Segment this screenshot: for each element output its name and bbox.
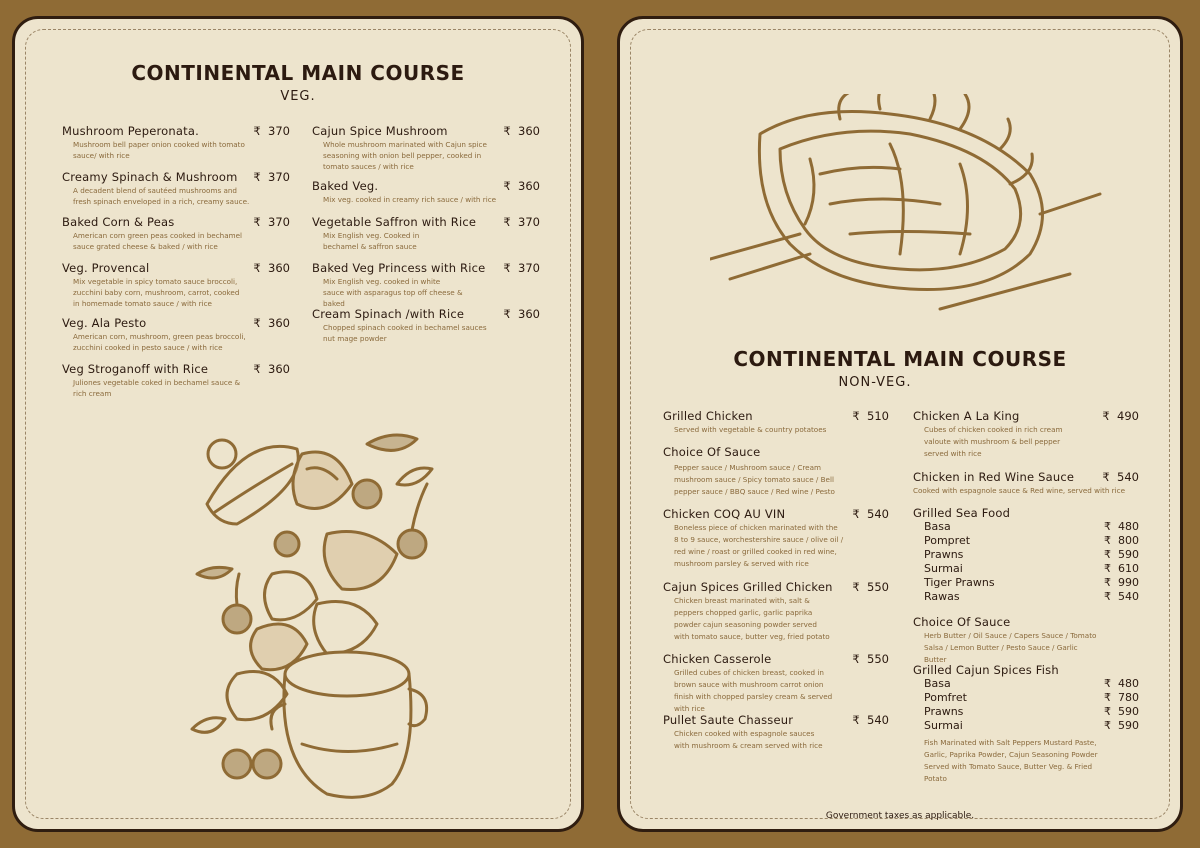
sub-item: Pomfret ₹ 780 (924, 691, 1139, 704)
item-description: Mix veg. cooked in creamy rich sauce / with rice (323, 195, 497, 204)
menu-item (312, 179, 540, 205)
item-name: Chicken Casserole (663, 652, 772, 666)
menu-item (663, 507, 889, 570)
item-name: Baked Veg Princess with Rice (312, 261, 486, 275)
menu-item (62, 215, 290, 252)
menu-item (663, 580, 889, 643)
item-name: Chicken in Red Wine Sauce (913, 470, 1075, 484)
item-price: ₹ 360 (253, 261, 290, 275)
item-name: Chicken A La King (913, 409, 1020, 423)
item-name: Choice Of Sauce (663, 445, 761, 459)
item-description: American corn green peas cooked in bechamel sauce grated cheese & baked / with rice (73, 231, 243, 251)
item-description: Chicken cooked with espagnole sauces with mushroom & cream served with rice (674, 729, 823, 750)
nonveg-section-title: CONTINENTAL MAIN COURSE (733, 347, 1067, 371)
item-name: Chicken COQ AU VIN (663, 507, 786, 521)
menu-item (663, 409, 889, 435)
grilled-steak-illustration (710, 94, 1110, 314)
item-price: ₹ 490 (1102, 409, 1139, 423)
item-price: ₹ 550 (852, 652, 889, 666)
item-description: Fish Marinated with Salt Peppers Mustard Paste, Garlic, Paprika Powder, Cajun Seasoning Powder Served with Tomato Sauce, Butter Veg. & Fried Potato (924, 738, 1098, 783)
item-name: Creamy Spinach & Mushroom (62, 170, 238, 184)
item-description: Boneless piece of chicken marinated with the 8 to 9 sauce, worchestershire sauce / olive oil / red wine / roast or grilled cooked in red wine, mushroom parsley & served with rice (674, 523, 844, 568)
menu-item (663, 652, 889, 715)
item-description: Mix vegetable in spicy tomato sauce broccoli, zucchini baby corn, mushroom, carrot, cooked in homemade tomato sauce / with rice (73, 277, 240, 308)
item-description: Chicken breast marinated with, salt & peppers chopped garlic, garlic paprika powder cajun seasoning powder served with tomato sauce, butter veg, fried potato (674, 596, 830, 641)
item-description: Herb Butter / Oil Sauce / Capers Sauce / Tomato Salsa / Lemon Butter / Pesto Sauce / Garlic Butter (924, 631, 1097, 664)
item-name: Cream Spinach /with Rice (312, 307, 465, 321)
item-description: American corn, mushroom, green peas broccoli, zucchini cooked in pesto sauce / with rice (73, 332, 246, 352)
item-description: Juliones vegetable coked in bechamel sauce & rich cream (73, 378, 241, 398)
item-price: ₹ 540 (852, 713, 889, 727)
item-name: Choice Of Sauce (913, 615, 1011, 629)
item-name: Pullet Saute Chasseur (663, 713, 794, 727)
item-name: Grilled Chicken (663, 409, 753, 423)
menu-item (62, 362, 290, 399)
veg-menu-page (12, 16, 584, 832)
menu-item (312, 124, 540, 172)
item-name: Veg Stroganoff with Rice (62, 362, 209, 376)
item-price: ₹ 370 (253, 124, 290, 138)
menu-item (62, 316, 290, 353)
item-price: ₹ 510 (852, 409, 889, 423)
item-description: Mix English veg. cooked in white sauce with asparagus top off cheese & baked (323, 277, 463, 308)
item-price: ₹ 370 (503, 261, 540, 275)
item-price: ₹ 360 (253, 362, 290, 376)
sub-item: Prawns ₹ 590 (924, 705, 1139, 718)
item-description: Mix English veg. Cooked in bechamel & saffron sauce (323, 231, 420, 251)
item-price: ₹ 550 (852, 580, 889, 594)
sub-item: Surmai ₹ 610 (924, 562, 1139, 575)
item-price: ₹ 370 (503, 215, 540, 229)
item-name: Mushroom Peperonata. (62, 124, 199, 138)
menu-item (312, 261, 540, 309)
item-price: ₹ 370 (253, 170, 290, 184)
item-name: Veg. Ala Pesto (62, 316, 147, 330)
item-name: Cajun Spices Grilled Chicken (663, 580, 833, 594)
item-name: Cajun Spice Mushroom (312, 124, 448, 138)
item-name: Vegetable Saffron with Rice (312, 215, 477, 229)
sub-item: Prawns ₹ 590 (924, 548, 1139, 561)
item-price: ₹ 540 (1102, 470, 1139, 484)
nonveg-menu-page (617, 16, 1183, 832)
tax-note: Government taxes as applicable. (825, 811, 975, 821)
veg-section-subtitle: VEG. (280, 89, 316, 104)
menu-item (913, 615, 1139, 666)
sub-item: Basa ₹ 480 (924, 520, 1139, 533)
item-name: Baked Veg. (312, 179, 379, 193)
item-price: ₹ 360 (503, 124, 540, 138)
menu-item (312, 215, 540, 252)
item-description: Cooked with espagnole sauce & Red wine, served with rice (913, 486, 1125, 495)
item-description: Cubes of chicken cooked in rich cream valoute with mushroom & bell pepper served with rice (924, 425, 1063, 458)
veg-section-title: CONTINENTAL MAIN COURSE (131, 61, 465, 85)
sub-item: Surmai ₹ 590 (924, 719, 1139, 732)
item-price: ₹ 540 (852, 507, 889, 521)
sub-item: Basa ₹ 480 (924, 677, 1139, 690)
item-description: Grilled cubes of chicken breast, cooked in brown sauce with mushroom carrot onion finish with chopped parsley cream & served with rice (674, 668, 833, 713)
group-name: Grilled Cajun Spices Fish (913, 663, 1059, 677)
sea-food-group (913, 506, 1139, 604)
sub-item: Tiger Prawns ₹ 990 (924, 576, 1139, 589)
vegetables-pot-illustration (177, 424, 437, 804)
item-description: Whole mushroom marinated with Cajun spice seasoning with onion bell pepper, cooked in tomato sauces / with rice (323, 140, 487, 171)
item-price: ₹ 360 (503, 307, 540, 321)
item-price: ₹ 360 (503, 179, 540, 193)
menu-item (62, 124, 290, 161)
item-name: Baked Corn & Peas (62, 215, 175, 229)
menu-item (62, 170, 290, 207)
cajun-fish-group (913, 663, 1139, 785)
menu-item (913, 409, 1139, 460)
menu-item (663, 445, 889, 498)
item-price: ₹ 360 (253, 316, 290, 330)
item-name: Veg. Provencal (62, 261, 150, 275)
item-description: Served with vegetable & country potatoes (674, 425, 827, 434)
menu-item (913, 470, 1139, 496)
item-price: ₹ 370 (253, 215, 290, 229)
menu-item (312, 307, 540, 344)
item-description: Chopped spinach cooked in bechamel sauces nut mage powder (323, 323, 487, 343)
item-description: Pepper sauce / Mushroom sauce / Cream mushroom sauce / Spicy tomato sauce / Bell pepper sauce / BBQ sauce / Red wine / Pesto (674, 463, 835, 496)
group-name: Grilled Sea Food (913, 506, 1011, 520)
sub-item: Pompret ₹ 800 (924, 534, 1139, 547)
sub-item: Rawas ₹ 540 (924, 590, 1139, 603)
item-description: Mushroom bell paper onion cooked with tomato sauce/ with rice (73, 140, 245, 160)
menu-item (62, 261, 290, 309)
nonveg-section-subtitle: NON-VEG. (838, 375, 912, 390)
item-description: A decadent blend of sautéed mushrooms and fresh spinach enveloped in a rich, creamy sauce. (73, 186, 250, 206)
menu-item (663, 713, 889, 752)
